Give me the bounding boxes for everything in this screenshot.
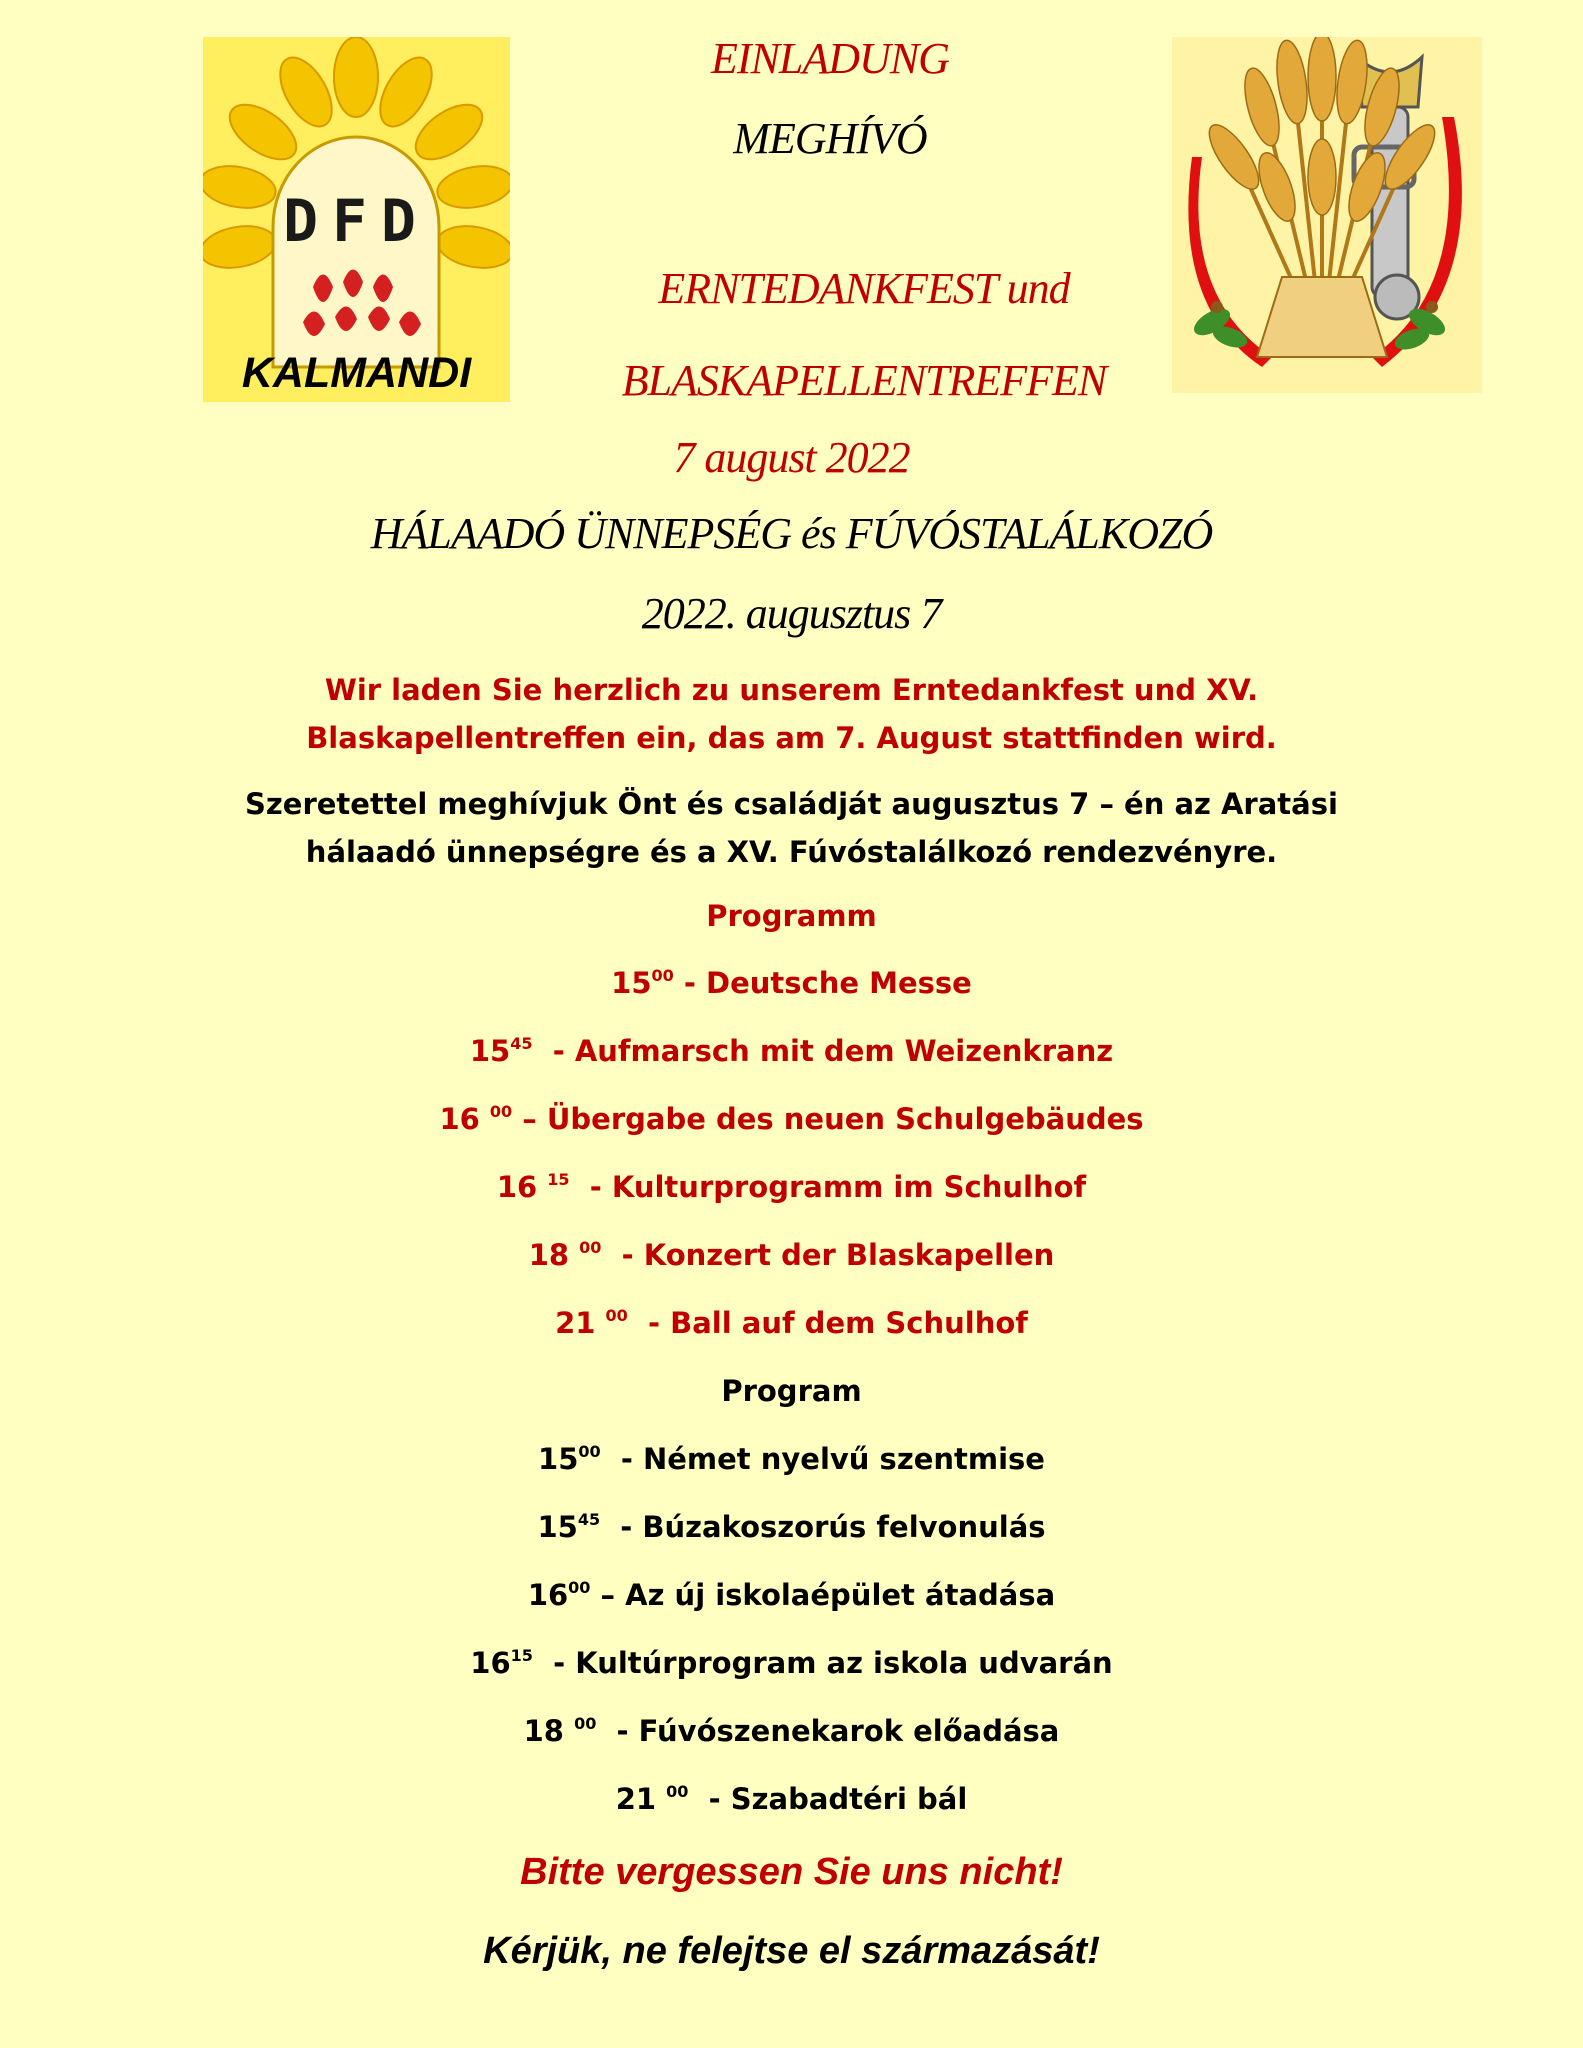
closing-de: Bitte vergessen Sie uns nicht! — [520, 1851, 1063, 1893]
event-date-de: 7 august 2022 — [673, 433, 910, 482]
program-hu-heading: Program — [721, 1374, 862, 1408]
einladung-heading: EINLADUNG — [711, 34, 949, 83]
program-de-item: $15^{00}$ - Deutsche Messe — [611, 966, 972, 1000]
program-de-heading: Programm — [706, 899, 877, 933]
program-hu-item: $16^{00}$ – Az új iskolaépület átadása — [527, 1578, 1056, 1612]
intro-de-line1: Wir laden Sie herzlich zu unserem Erntedankfest und XV. — [324, 673, 1259, 707]
event-title-de-line2: BLASKAPELLENTREFFEN — [621, 356, 1107, 405]
wheat-sheaf-tuba-icon — [1172, 37, 1482, 393]
dfd-kalmandi-logo — [203, 37, 510, 402]
program-de-item: 18 $^{00}$ - Konzert der Blaskapellen — [528, 1238, 1055, 1272]
logo-name: KALMANDI — [241, 349, 472, 397]
closing-hu: Kérjük, ne felejtse el származását! — [483, 1930, 1100, 1972]
meghivo-heading: MEGHÍVÓ — [733, 114, 927, 163]
event-title-hu: HÁLAADÓ ÜNNEPSÉG és FÚVÓSTALÁLKOZÓ — [370, 509, 1213, 558]
wheat-tuba-logo — [1172, 37, 1482, 393]
program-hu-item: $15^{45}$ - Búzakoszorús felvonulás — [537, 1510, 1046, 1544]
intro-hu-line1: Szeretettel meghívjuk Önt és családját augusztus 7 – én az Aratási — [245, 787, 1338, 821]
program-hu-item: 18 $^{00}$ - Fúvószenekarok előadása — [523, 1714, 1060, 1748]
program-hu-item: $15^{00}$ - Német nyelvű szentmise — [538, 1442, 1045, 1476]
intro-hu-line2: hálaadó ünnepségre és a XV. Fúvóstalálkozó rendezvényre. — [305, 835, 1278, 869]
event-date-hu: 2022. augusztus 7 — [641, 589, 942, 638]
event-title-de-line1: ERNTEDANKFEST und — [658, 264, 1070, 313]
intro-hu — [0, 780, 1583, 876]
program-hu-item: $16^{15}$ - Kultúrprogram az iskola udvarán — [470, 1646, 1113, 1680]
program-de-item: 21 $^{00}$ - Ball auf dem Schulhof — [555, 1306, 1028, 1340]
program-de-item: 16 $^{00}$ – Übergabe des neuen Schulgebäudes — [439, 1102, 1144, 1136]
program-hu-item: 21 $^{00}$ - Szabadtéri bál — [615, 1782, 968, 1816]
program-de-item: $15^{45}$ - Aufmarsch mit dem Weizenkranz — [469, 1034, 1114, 1068]
intro-de-line2: Blaskapellentreffen ein, das am 7. August stattfinden wird. — [306, 721, 1277, 755]
logo-letters: DFD — [283, 187, 430, 255]
program-de-item: 16 $^{15}$ - Kulturprogramm im Schulhof — [496, 1170, 1087, 1204]
intro-de — [0, 666, 1583, 762]
